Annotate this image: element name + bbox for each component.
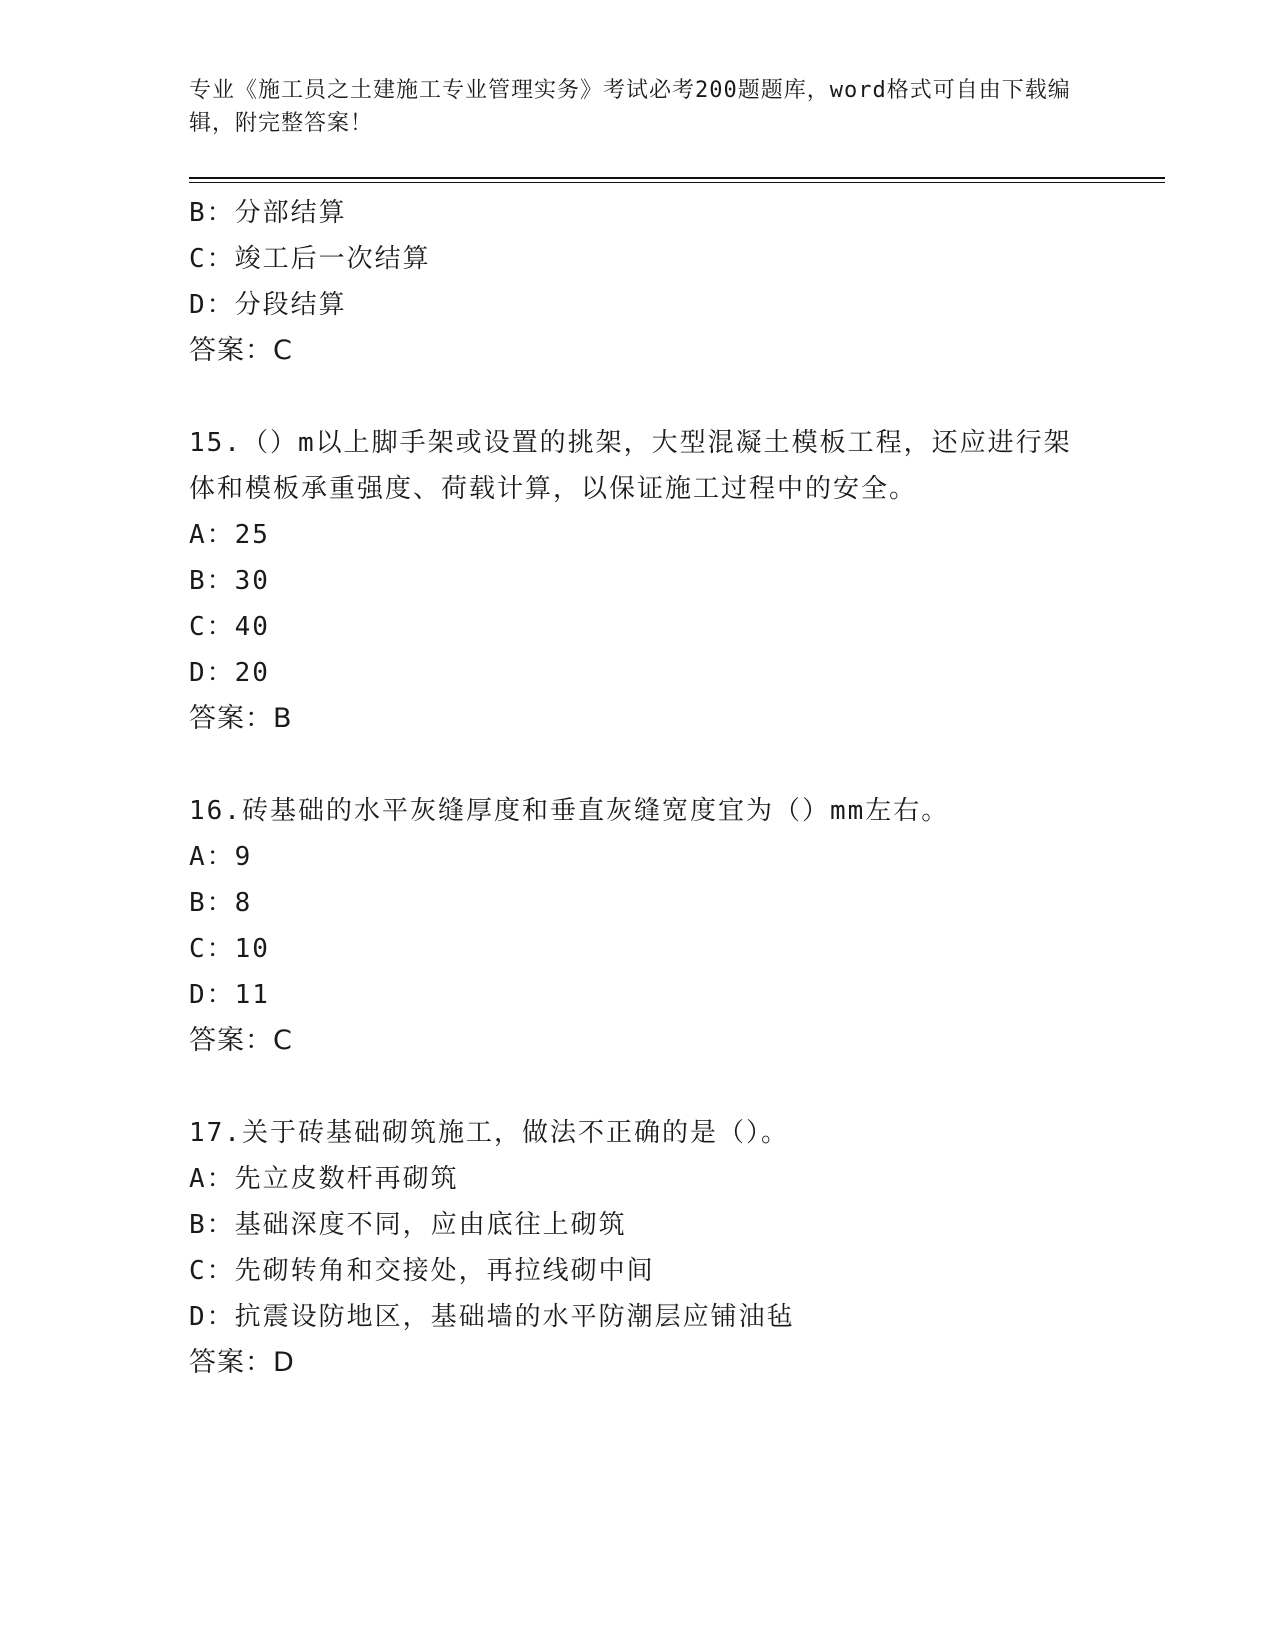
option-b: B：分部结算 <box>189 198 347 228</box>
question-text: 15.（）m以上脚手架或设置的挑架，大型混凝土模板工程，还应进行架体和模板承重强度、荷载计算，以保证施工过程中的安全。 <box>189 428 1072 504</box>
answer-line: 答案：C <box>189 1025 293 1056</box>
answer-line: 答案：D <box>189 1347 295 1378</box>
answer-line: 答案：C <box>189 335 293 366</box>
option-d: D：20 <box>189 658 270 688</box>
previous-question-tail <box>189 190 1089 374</box>
option-d: D：11 <box>189 980 270 1010</box>
option-a: A：先立皮数杆再砌筑 <box>189 1164 459 1194</box>
option-c: C：40 <box>189 612 270 642</box>
option-a: A：9 <box>189 842 253 872</box>
option-c: C：先砌转角和交接处，再拉线砌中间 <box>189 1256 655 1286</box>
option-d: D：分段结算 <box>189 290 347 320</box>
question-17 <box>189 1110 1089 1386</box>
document-header: 专业《施工员之土建施工专业管理实务》考试必考200题题库，word格式可自由下载编辑，附完整答案！ <box>189 78 1071 136</box>
option-d: D：抗震设防地区，基础墙的水平防潮层应铺油毡 <box>189 1302 795 1332</box>
option-b: B：8 <box>189 888 253 918</box>
question-16 <box>189 788 1089 1064</box>
option-b: B：基础深度不同，应由底往上砌筑 <box>189 1210 627 1240</box>
question-15 <box>189 420 1089 742</box>
option-c: C：竣工后一次结算 <box>189 244 431 274</box>
option-c: C：10 <box>189 934 270 964</box>
question-text: 17.关于砖基础砌筑施工，做法不正确的是（）。 <box>189 1118 789 1148</box>
option-b: B：30 <box>189 566 270 596</box>
document-body <box>189 190 1089 1386</box>
answer-line: 答案：B <box>189 703 293 734</box>
option-a: A：25 <box>189 520 270 550</box>
header-rule-thin <box>189 182 1165 183</box>
question-text: 16.砖基础的水平灰缝厚度和垂直灰缝宽度宜为（）mm左右。 <box>189 796 950 826</box>
header-rule-thick <box>189 177 1165 179</box>
